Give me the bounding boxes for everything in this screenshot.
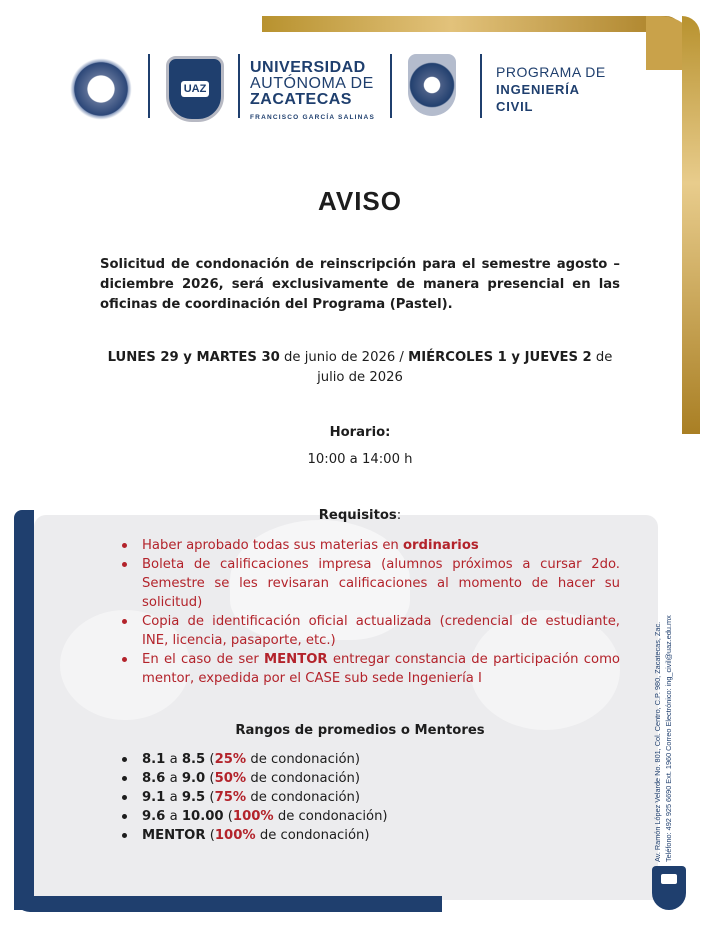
header-logos [60,50,660,130]
range-percent: 25% [214,752,247,767]
list-item [120,826,540,845]
navy-frame-bottom [14,896,442,912]
state-seal-logo [70,58,132,120]
dates-month1: de junio de 2026 / [279,350,409,365]
range-percent: 50% [214,771,247,786]
range-rest: de condonación) [246,790,361,805]
dates-month2: de julio de 2026 [317,350,613,385]
dates-first: LUNES 29 y MARTES 30 [107,350,280,365]
range-mid: a [165,809,182,824]
program-line1: PROGRAMA DE [496,64,606,80]
requirement-bold: ordinarios [402,538,479,553]
range-open: ( [205,771,215,786]
requirements-label [0,508,720,523]
list-item [120,788,540,807]
requirement-text: Boleta de calificaciones impresa (alumnos próximos a cursar 2do. Semestre se les revisaran calificaciones al momento de hacer su solicitud) [142,557,620,610]
range-mid: a [165,752,182,767]
requirements-list [120,536,620,688]
range-percent: 100% [214,828,256,843]
program-line2: INGENIERÍA [496,82,580,97]
university-line2: AUTÓNOMA DE [250,75,374,92]
gold-frame-right [682,16,700,434]
university-line1: UNIVERSIDAD [250,59,366,76]
gold-frame-top [262,16,682,32]
list-item [120,650,620,688]
range-open: ( [205,790,215,805]
range-percent: 100% [232,809,274,824]
range-open: ( [223,809,233,824]
range-to: 10.00 [181,809,224,824]
range-from: 9.6 [142,809,166,824]
range-from: MENTOR [142,828,206,843]
university-line3: ZACATECAS [250,91,352,108]
range-rest: de condonación) [273,809,388,824]
divider [480,54,482,118]
small-crest-icon [652,866,686,910]
requirement-bold: MENTOR [264,652,328,667]
contact-address: Av. Ramón López Velarde No. 801, Col. Centro, C.P. 980, Zacatecas, Zac. [653,621,662,862]
range-rest: de condonación) [255,828,370,843]
requirement-after: entregar constancia de participación como mentor, expedida por el CASE sub sede Ingeniería I [142,652,621,686]
range-mid: a [165,771,182,786]
requirement-text: Copia de identificación oficial actualizada (credencial de estudiante, INE, licencia, pasaporte, etc.) [142,614,620,648]
list-item [120,769,540,788]
university-name [250,60,375,126]
requirements-colon: : [396,508,402,523]
schedule-value: 10:00 a 14:00 h [307,452,413,467]
engineering-academic-unit-logo [408,54,456,116]
range-mid: a [165,790,182,805]
schedule-label: Horario: [329,425,391,440]
range-to: 8.5 [181,752,206,767]
range-to: 9.0 [181,771,206,786]
requirements-label-text: Requisitos [318,508,397,523]
list-item [120,536,620,555]
range-to: 9.5 [181,790,206,805]
contact-info [652,532,674,862]
list-item [120,555,620,612]
dates-paragraph [100,348,620,388]
dates-second: MIÉRCOLES 1 y JUEVES 2 [408,350,592,365]
program-name [496,64,606,115]
list-item [120,750,540,769]
list-item [120,807,540,826]
list-item [120,612,620,650]
range-rest: de condonación) [246,771,361,786]
range-open: ( [205,752,215,767]
requirement-text: Haber aprobado todas sus materias en [142,538,403,553]
divider [148,54,150,118]
ranges-list [120,750,540,845]
notice-title: AVISO [318,186,402,216]
requirement-text: En el caso de ser [142,652,265,667]
range-from: 8.6 [142,771,166,786]
program-line3: CIVIL [496,99,534,114]
range-percent: 75% [214,790,247,805]
notice-intro: Solicitud de condonación de reinscripción para el semestre agosto – diciembre 2026, será exclusivamente de manera presencial en las oficinas de coordinación del Programa (Pastel). [100,257,620,312]
navy-frame-left [14,510,34,910]
range-open: ( [205,828,215,843]
uaz-shield-logo [166,56,224,122]
range-from: 9.1 [142,790,166,805]
university-line4: FRANCISCO GARCÍA SALINAS [250,114,375,121]
divider [390,54,392,118]
range-rest: de condonación) [246,752,361,767]
contact-phone-email: Teléfono: 492 925 6690 Ext. 1960 Correo Electrónico: ing_civil@uaz.edu.mx [664,615,673,862]
range-from: 8.1 [142,752,166,767]
ranges-label: Rangos de promedios o Mentores [235,723,485,738]
uaz-badge-text: UAZ [181,81,209,97]
divider [238,54,240,118]
